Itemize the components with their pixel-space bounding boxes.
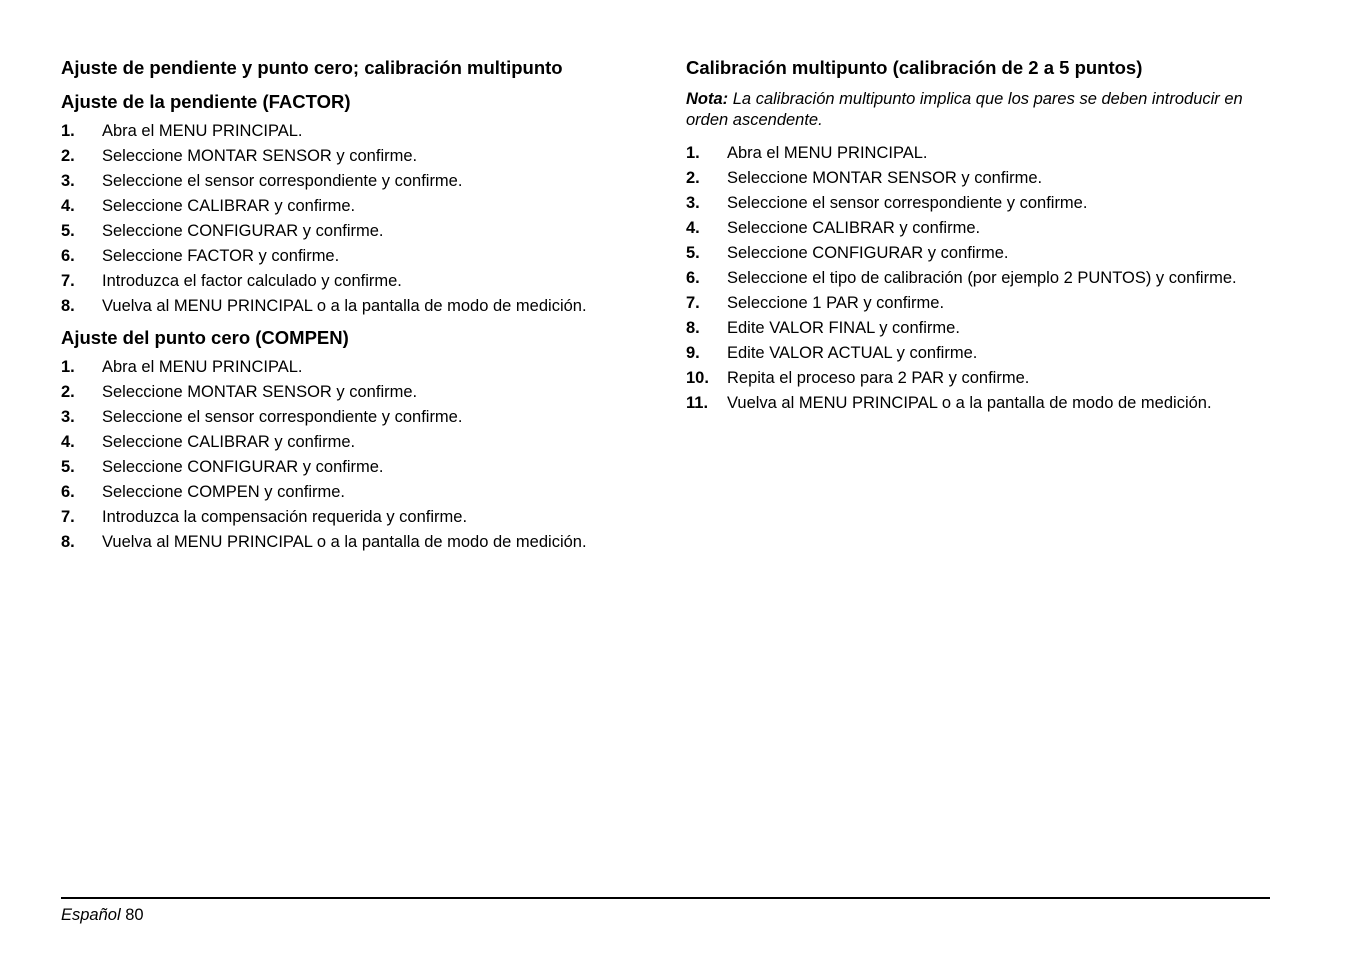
footer-language: Español: [61, 906, 121, 924]
list-item: [686, 193, 1276, 213]
step-number: 7.: [686, 294, 700, 312]
step-number: 2.: [61, 383, 75, 401]
list-item: [61, 532, 651, 552]
section-heading-factor: Ajuste de la pendiente (FACTOR): [61, 91, 351, 112]
step-number: 6.: [61, 483, 75, 501]
step-number: 1.: [61, 358, 75, 376]
list-item: [61, 221, 651, 241]
step-text: Seleccione MONTAR SENSOR y confirme.: [102, 147, 418, 165]
step-number: 8.: [61, 297, 75, 315]
list-item: [686, 243, 1276, 263]
note-label: Nota:: [686, 90, 729, 108]
step-text: Abra el MENU PRINCIPAL.: [102, 358, 303, 376]
step-text: Vuelva al MENU PRINCIPAL o a la pantalla de modo de medición.: [102, 533, 587, 551]
section-heading-compen: Ajuste del punto cero (COMPEN): [61, 327, 349, 348]
step-number: 1.: [61, 122, 75, 140]
step-text: Introduzca el factor calculado y confirme.: [102, 272, 402, 290]
step-text: Seleccione el sensor correspondiente y confirme.: [102, 408, 463, 426]
list-item: [61, 457, 651, 477]
step-number: 6.: [686, 269, 700, 287]
step-text: Edite VALOR ACTUAL y confirme.: [727, 344, 978, 362]
list-item: [686, 143, 1276, 163]
step-text: Repita el proceso para 2 PAR y confirme.: [727, 369, 1030, 387]
step-number: 3.: [686, 194, 700, 212]
step-number: 5.: [686, 244, 700, 262]
list-item: [61, 296, 651, 316]
compen-steps-list: [61, 357, 651, 552]
step-text: Seleccione CONFIGURAR y confirme.: [102, 222, 384, 240]
list-item: [686, 318, 1276, 338]
list-item: [61, 271, 651, 291]
page-footer: [61, 905, 144, 925]
step-number: 7.: [61, 508, 75, 526]
multipoint-heading: Calibración multipunto (calibración de 2 a 5 puntos): [686, 57, 1143, 78]
list-item: [686, 168, 1276, 188]
list-item: [61, 357, 651, 377]
step-number: 3.: [61, 172, 75, 190]
step-number: 10.: [686, 369, 709, 387]
step-text: Seleccione FACTOR y confirme.: [102, 247, 340, 265]
note-text: La calibración multipunto implica que los pares se deben introducir en orden ascendente.: [686, 90, 1243, 129]
right-column: [686, 56, 1276, 418]
step-text: Seleccione el tipo de calibración (por ejemplo 2 PUNTOS) y confirme.: [727, 269, 1237, 287]
multipoint-steps-list: [686, 143, 1276, 413]
factor-steps-list: [61, 121, 651, 316]
step-text: Seleccione MONTAR SENSOR y confirme.: [727, 169, 1043, 187]
step-number: 9.: [686, 344, 700, 362]
list-item: [686, 343, 1276, 363]
list-item: [686, 393, 1276, 413]
step-text: Seleccione CONFIGURAR y confirme.: [727, 244, 1009, 262]
step-number: 5.: [61, 222, 75, 240]
list-item: [686, 218, 1276, 238]
step-text: Seleccione CALIBRAR y confirme.: [727, 219, 981, 237]
step-number: 2.: [61, 147, 75, 165]
step-number: 7.: [61, 272, 75, 290]
footer-divider: [61, 897, 1270, 899]
step-text: Seleccione COMPEN y confirme.: [102, 483, 345, 501]
list-item: [61, 121, 651, 141]
step-text: Seleccione el sensor correspondiente y confirme.: [102, 172, 463, 190]
left-column: [61, 56, 651, 557]
list-item: [686, 268, 1276, 288]
step-number: 8.: [686, 319, 700, 337]
step-text: Abra el MENU PRINCIPAL.: [727, 144, 928, 162]
step-number: 4.: [61, 197, 75, 215]
step-number: 8.: [61, 533, 75, 551]
step-text: Seleccione MONTAR SENSOR y confirme.: [102, 383, 418, 401]
step-number: 3.: [61, 408, 75, 426]
list-item: [61, 146, 651, 166]
step-text: Introduzca la compensación requerida y confirme.: [102, 508, 468, 526]
list-item: [686, 368, 1276, 388]
main-heading: Ajuste de pendiente y punto cero; calibración multipunto: [61, 57, 563, 78]
note-paragraph: [686, 89, 1271, 131]
list-item: [61, 382, 651, 402]
list-item: [61, 246, 651, 266]
step-text: Seleccione el sensor correspondiente y confirme.: [727, 194, 1088, 212]
step-number: 11.: [686, 394, 709, 412]
list-item: [61, 196, 651, 216]
step-text: Vuelva al MENU PRINCIPAL o a la pantalla de modo de medición.: [727, 394, 1212, 412]
step-number: 5.: [61, 458, 75, 476]
step-number: 6.: [61, 247, 75, 265]
step-text: Seleccione 1 PAR y confirme.: [727, 294, 945, 312]
list-item: [61, 171, 651, 191]
step-number: 4.: [686, 219, 700, 237]
step-text: Vuelva al MENU PRINCIPAL o a la pantalla de modo de medición.: [102, 297, 587, 315]
list-item: [61, 507, 651, 527]
step-text: Seleccione CONFIGURAR y confirme.: [102, 458, 384, 476]
step-text: Abra el MENU PRINCIPAL.: [102, 122, 303, 140]
step-number: 2.: [686, 169, 700, 187]
list-item: [61, 407, 651, 427]
step-text: Seleccione CALIBRAR y confirme.: [102, 433, 356, 451]
list-item: [61, 432, 651, 452]
step-number: 1.: [686, 144, 700, 162]
step-number: 4.: [61, 433, 75, 451]
list-item: [686, 293, 1276, 313]
list-item: [61, 482, 651, 502]
step-text: Seleccione CALIBRAR y confirme.: [102, 197, 356, 215]
step-text: Edite VALOR FINAL y confirme.: [727, 319, 960, 337]
page-number: 80: [125, 906, 144, 924]
